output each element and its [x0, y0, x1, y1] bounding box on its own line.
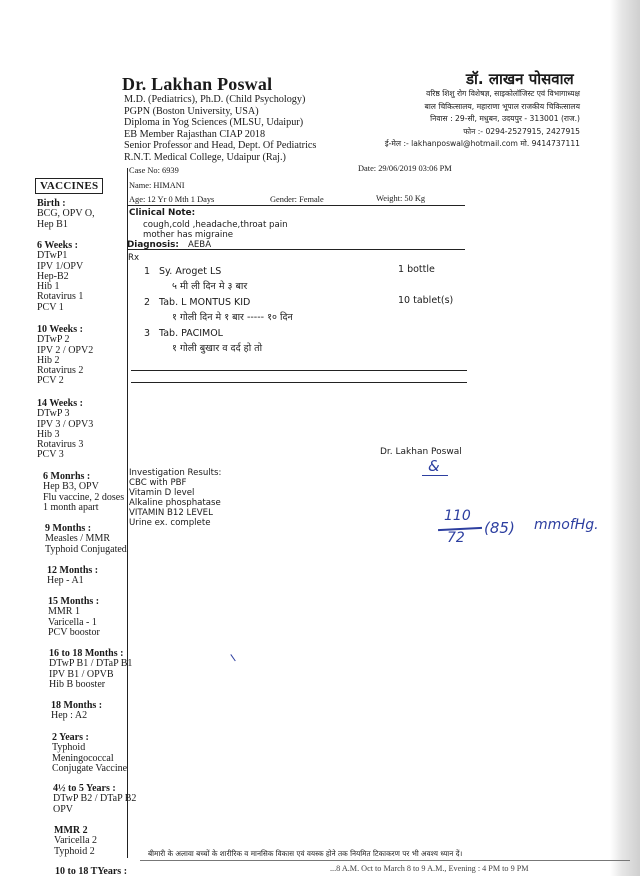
vaccine-group-heading: 15 Months :	[48, 596, 100, 607]
signature-mark: &	[428, 457, 440, 475]
vaccine-item: IPV 3 / OPV3	[37, 418, 94, 430]
signature-name: Dr. Lakhan Poswal	[380, 447, 462, 457]
page-edge-shadow	[610, 0, 640, 876]
rx-item-name: Tab. L MONTUS KID	[159, 297, 251, 308]
vaccine-item: Flu vaccine, 2 doses	[43, 491, 125, 503]
vaccine-item: Hib 3	[37, 428, 60, 440]
vaccine-item: Typhoid 2	[54, 845, 95, 857]
qualification-line: PGPN (Boston University, USA)	[124, 105, 259, 117]
rx-item-number: 1	[144, 266, 151, 277]
handwritten-bp-diastolic: 72	[447, 530, 465, 546]
vaccine-group-15-months	[37, 597, 147, 638]
vaccine-group-heading: 12 Months :	[47, 565, 99, 576]
rx-label: Rx	[128, 253, 140, 263]
vaccine-group-heading: 9 Months :	[45, 523, 92, 534]
vaccine-item: IPV 1/OPV	[37, 260, 84, 272]
qualification-line: EB Member Rajasthan CIAP 2018	[124, 128, 266, 140]
vaccine-item: 1 month apart	[43, 501, 99, 513]
vaccine-item: Measles / MMR	[45, 533, 110, 545]
qualification-line: Diploma in Yog Sciences (MLSU, Udaipur)	[124, 117, 304, 129]
doctor-name: Dr. Lakhan Poswal	[122, 74, 273, 94]
vaccine-group-heading: 2 Years :	[52, 732, 89, 743]
vaccine-item: Rotavirus 2	[37, 365, 84, 377]
doctor-qualifications	[124, 94, 354, 164]
pen-mark	[230, 651, 240, 662]
vaccine-group-9-months	[37, 524, 147, 555]
patient-name: Name: HIMANI	[129, 181, 185, 190]
vaccine-item: DTwP1	[37, 250, 68, 262]
vaccines-title: VACCINES	[35, 178, 103, 194]
vaccine-group-heading: Birth :	[37, 198, 66, 209]
vaccine-item: IPV B1 / OPVB	[49, 668, 114, 680]
vaccine-item: PCV 3	[37, 449, 64, 461]
vaccine-group-heading: MMR 2	[54, 825, 88, 836]
rx-item-quantity: 1 bottle	[398, 264, 435, 275]
vaccine-item: PCV 2	[37, 375, 64, 387]
investigation-item: VITAMIN B12 LEVEL	[129, 508, 213, 518]
investigation-item: Vitamin D level	[129, 488, 195, 498]
case-number: Case No: 6939	[129, 166, 179, 175]
address-line: निवास : 29-सी, मधुबन, उदयपुर - 313001 (राज.)	[430, 114, 580, 123]
clinical-note-line: mother has migraine	[143, 230, 234, 240]
investigation-title: Investigation Results:	[129, 468, 222, 478]
patient-header-rule	[127, 205, 465, 206]
qualification-line: R.N.T. Medical College, Udaipur (Raj.)	[124, 151, 286, 163]
vaccine-item: Meningococcal	[52, 752, 114, 764]
vaccine-group-heading: 10 Weeks :	[37, 324, 83, 335]
vaccine-item: Hep B1	[37, 218, 68, 230]
patient-age: Age: 12 Yr 0 Mth 1 Days	[129, 195, 215, 204]
vaccine-group-heading: 4½ to 5 Years :	[53, 783, 116, 794]
doctor-address-hindi	[380, 88, 580, 151]
vaccine-group-18-months	[37, 701, 147, 722]
investigation-item: CBC with PBF	[129, 478, 187, 488]
clinical-note-line: cough,cold ,headache,throat pain	[143, 220, 288, 230]
rx-item-name: Tab. PACIMOL	[159, 328, 223, 339]
vaccine-item: Hib B booster	[49, 678, 106, 690]
vaccine-group-2-years	[37, 733, 147, 774]
vaccine-item: Varicella 2	[54, 835, 98, 847]
investigation-item: Alkaline phosphatase	[129, 498, 221, 508]
footer-note: बीमारी के अलावा बच्चों के शारीरिक व मानसिक विकास एवं वयस्क होने तक नियमित टिकाकरण पर भी अवश्य ध्यान दें।	[148, 849, 463, 858]
rx-item-number: 2	[144, 297, 151, 308]
investigation-item: Urine ex. complete	[129, 518, 211, 528]
vaccine-group-10-weeks	[37, 325, 147, 387]
vaccine-item: Varicella - 1	[48, 616, 97, 628]
address-line: फोन :- 0294-2527915, 2427915	[463, 126, 580, 136]
diagnosis-value: AEBA	[188, 240, 212, 250]
diagnosis-label: Diagnosis:	[127, 240, 179, 250]
rx-item-name: Sy. Aroget LS	[159, 266, 222, 277]
patient-gender: Gender: Female	[270, 195, 324, 204]
vaccine-item: DTwP B1 / DTaP B1	[49, 658, 133, 670]
rx-bottom-rule-1	[131, 370, 467, 371]
vaccine-group-heading: 10 to 18 TYears :	[55, 866, 128, 877]
vaccine-item: Typhoid	[52, 742, 86, 754]
handwritten-unit: mmofHg.	[534, 517, 599, 533]
vaccine-item: Hep B3, OPV	[43, 481, 99, 493]
vaccine-item: Hib 1	[37, 281, 60, 293]
vaccine-group-heading: 14 Weeks :	[37, 398, 83, 409]
vaccine-item: Conjugate Vaccine	[52, 762, 128, 774]
vaccine-item: DTwP B2 / DTaP B2	[53, 793, 137, 805]
patient-weight: Weight: 50 Kg	[376, 194, 426, 203]
footer-rule	[140, 860, 630, 861]
rx-item-instruction: १ गोली बुखार व दर्द हो तो	[172, 343, 263, 354]
footer-timings: ...8 A.M. Oct to March 8 to 9 A.M., Evening : 4 PM to 9 PM	[330, 864, 529, 873]
rx-item-instruction: ५ मी ली दिन मे ३ बार	[172, 281, 248, 292]
vaccine-item: Rotavirus 3	[37, 439, 84, 451]
vaccine-item: OPV	[53, 803, 74, 815]
vaccine-group-heading: 16 to 18 Months :	[49, 648, 124, 659]
vaccine-item: IPV 2 / OPV2	[37, 344, 94, 356]
vaccine-item: BCG, OPV O,	[37, 208, 95, 220]
rx-item-quantity: 10 tablet(s)	[398, 295, 454, 306]
vaccine-group-16-18-months	[37, 649, 147, 690]
vaccine-group-14-weeks	[37, 399, 147, 461]
vaccine-item: Hep : A2	[51, 710, 88, 722]
vaccine-item: PCV boostor	[48, 626, 100, 638]
address-line: ई-मेल :- lakhanposwal@hotmail.com मो. 9414737111	[384, 139, 580, 148]
signature-underline	[422, 475, 448, 476]
vaccine-item: DTwP 3	[37, 408, 70, 420]
vaccine-item: Hep - A1	[47, 575, 84, 587]
vaccine-item: Hib 2	[37, 354, 60, 366]
rx-item-instruction: १ गोली दिन मे १ बार ----- १० दिन	[172, 312, 293, 323]
visit-date: Date: 29/06/2019 03:06 PM	[358, 164, 452, 173]
handwritten-pulse: (85)	[484, 519, 515, 537]
vaccine-item: Typhoid Conjugated	[45, 543, 127, 555]
address-line: बाल चिकित्सालय, महाराणा भूपाल राजकीय चिकित्सालय	[424, 101, 580, 111]
vaccine-item: Hep-B2	[37, 270, 69, 282]
vaccine-group-4-5-years	[37, 784, 147, 815]
qualification-line: M.D. (Pediatrics), Ph.D. (Child Psychology)	[124, 94, 306, 105]
vaccine-item: Rotavirus 1	[37, 291, 84, 303]
address-line: वरिष्ठ शिशु रोग विशेषज्ञ, साइकोलॉजिस्ट एवं विभागाध्यक्ष	[426, 89, 580, 98]
vaccine-item: PCV 1	[37, 301, 64, 313]
qualification-line: Senior Professor and Head, Dept. Of Pediatrics	[124, 140, 317, 152]
handwritten-bp-systolic: 110	[444, 508, 471, 524]
vaccine-item: MMR 1	[48, 606, 80, 618]
vaccine-item: DTwP 2	[37, 334, 70, 346]
vaccine-group-heading: 6 Monrhs :	[43, 471, 91, 482]
vaccine-group-heading: 6 Weeks :	[37, 240, 78, 251]
vaccine-group-mmr2	[37, 826, 147, 857]
vaccine-group-heading: 18 Months :	[51, 700, 103, 711]
vaccine-group-6-weeks	[37, 241, 147, 313]
rx-item-number: 3	[144, 328, 151, 339]
clinical-note-title: Clinical Note:	[129, 208, 196, 218]
rx-bottom-rule-2	[131, 382, 467, 383]
vaccine-group-12-months	[37, 566, 147, 587]
doctor-name-hindi: डॉ. लाखन पोसवाल	[466, 70, 574, 88]
